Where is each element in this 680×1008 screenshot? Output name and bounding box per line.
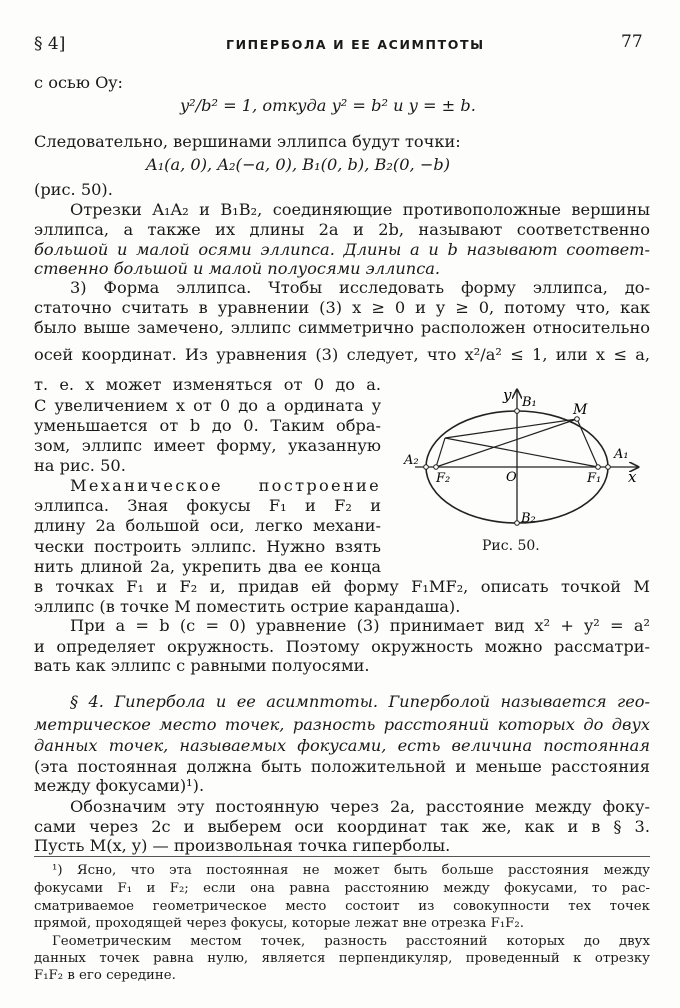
section-heading-line: § 4. Гипербола и ее асимптоты. Гиперболой называется гео- <box>70 692 650 711</box>
text-line: статочно считать в уравнении (3) x ≥ 0 и y ≥ 0, потому что, как <box>34 298 650 317</box>
point-f1 <box>596 465 601 470</box>
equation-2-text: A₁(a, 0), A₂(−a, 0), B₁(0, b), B₂(0, −b) <box>146 155 451 174</box>
segment-m-f1 <box>577 419 598 467</box>
label-x: x <box>628 468 637 486</box>
footnote-line: сматриваемое геометрическое место состоит из совокупности тех точек <box>34 899 650 914</box>
header-section: § 4] <box>34 34 66 54</box>
point-a1 <box>606 465 611 470</box>
figure-caption: Рис. 50. <box>482 538 540 554</box>
point-b1 <box>515 409 520 414</box>
text-line: чески построить эллипс. Нужно взять <box>34 537 381 556</box>
text-line: нить длиной 2a, укрепить два ее конца <box>34 557 381 576</box>
text-line: зом, эллипс имеет форму, указанную <box>34 436 381 455</box>
label-o: O <box>506 470 517 485</box>
point-b2 <box>515 521 520 526</box>
segment-f2-b1 <box>436 438 445 467</box>
equation-1 <box>180 96 476 115</box>
text-line: большой и малой осями эллипса. Длины a и b называют соответ- <box>34 240 650 259</box>
text-line: метрическое место точек, разность расстояний которых до двух <box>34 715 650 734</box>
label-a2: A₂ <box>404 453 419 468</box>
page-number: 77 <box>621 32 643 52</box>
footnote-rule <box>34 856 650 857</box>
text-line: на рис. 50. <box>34 456 126 475</box>
text-line: эллипс (в точке M поместить острие карандаша). <box>34 597 461 616</box>
text-line: с осью Oy: <box>34 73 123 92</box>
segment-f2-m <box>436 419 577 467</box>
text-line: и определяет окружность. Поэтому окружность можно рассматри- <box>34 637 650 656</box>
text-line: Следовательно, вершинами эллипса будут точки: <box>34 132 461 151</box>
text-line: Пусть M(x, y) — произвольная точка гиперболы. <box>34 836 451 855</box>
text-line: было выше замечено, эллипс симметрично расположен относительно <box>34 318 650 337</box>
running-title: ГИПЕРБОЛА И ЕЕ АСИМПТОТЫ <box>226 37 485 52</box>
text-line: уменьшается от b до 0. Таким обра- <box>34 416 381 435</box>
text-line: в точках F₁ и F₂ и, придав ей форму F₁MF₂, описать точкой M <box>34 577 650 596</box>
label-a1: A₁ <box>614 447 629 462</box>
equation-1-text: y²/b² = 1, откуда y² = b² и y = ± b. <box>180 96 476 115</box>
text-line: ственно большой и малой полуосями эллипса. <box>34 259 441 278</box>
text-line: осей координат. Из уравнения (3) следует, что x²/a² ≤ 1, или x ≤ a, <box>34 345 650 364</box>
text-line: (эта постоянная должна быть положительной и меньше расстояния <box>34 757 650 776</box>
footnote-line: фокусами F₁ и F₂; если она равна расстоянию между фокусами, то рас- <box>34 881 650 896</box>
label-b1: B₁ <box>522 395 537 410</box>
label-m: M <box>573 402 588 418</box>
text-line: Отрезки A₁A₂ и B₁B₂, соединяющие противоположные вершины <box>70 200 650 219</box>
text-line: 3) Форма эллипса. Чтобы исследовать форму эллипса, до- <box>70 278 650 297</box>
label-b2: B₂ <box>521 511 536 526</box>
point-a2 <box>424 465 429 470</box>
text-line: При a = b (c = 0) уравнение (3) принимает вид x² + y² = a² <box>70 616 650 635</box>
segment-chord-1 <box>445 438 598 467</box>
text-line: Обозначим эту постоянную через 2a, расстояние между фоку- <box>70 797 650 816</box>
text-line: между фокусами)¹). <box>34 776 205 795</box>
text-line: т. е. x может изменяться от 0 до a. <box>34 375 381 394</box>
text-line: данных точек, называемых фокусами, есть величина постоянная <box>34 736 650 755</box>
point-f2 <box>434 465 439 470</box>
label-y: y <box>503 386 512 404</box>
text-line: эллипса. Зная фокусы F₁ и F₂ и <box>34 496 381 515</box>
footnote-line: ¹) Ясно, что эта постоянная не может быть больше расстояния между <box>52 863 650 878</box>
text-line: С увеличением x от 0 до a ордината y <box>34 396 381 415</box>
text-line: длину 2a большой оси, легко механи- <box>34 516 381 535</box>
footnote-line: F₁F₂ в его середине. <box>34 968 176 983</box>
label-f2: F₂ <box>436 471 451 486</box>
text-line: вать как эллипс с равными полуосями. <box>34 656 370 675</box>
footnote-line: прямой, проходящей через фокусы, которые лежат вне отрезка F₁F₂. <box>34 916 524 931</box>
ellipse-figure <box>400 384 650 534</box>
text-line: Механическое построение <box>70 476 381 495</box>
text-line: (рис. 50). <box>34 180 113 199</box>
footnote-line: Геометрическим местом точек, разность расстояний которых до двух <box>52 934 650 949</box>
equation-2 <box>146 155 450 174</box>
label-f1: F₁ <box>587 471 602 486</box>
text-line: сами через 2c и выберем оси координат так же, как и в § 3. <box>34 817 650 836</box>
text-line: эллипса, а также их длины 2a и 2b, называют соответственно <box>34 220 650 239</box>
footnote-line: данных точек равна нулю, является перпендикуляр, проведенный к отрезку <box>34 951 650 966</box>
